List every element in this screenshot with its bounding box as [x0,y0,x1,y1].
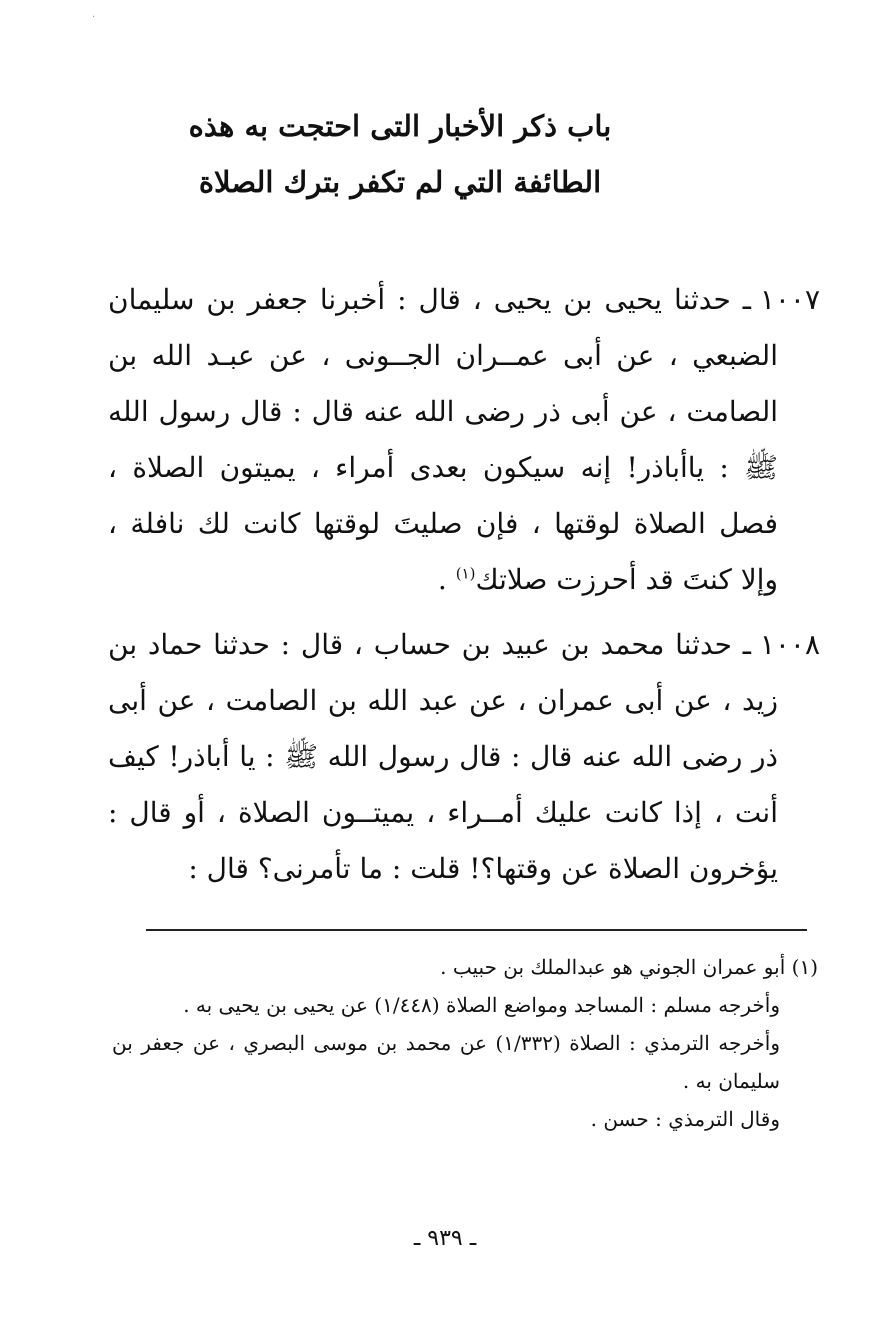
hadith-tail: . [437,563,447,596]
footnote-narrator-note: أبو عمران الجوني هو عبدالملك بن حبيب . [440,955,786,979]
footnote-tirmidhi-grade: وقال الترمذي : حسن . [590,1107,780,1131]
scan-speck: · [92,12,96,23]
footnote-marker: (١) [791,955,818,979]
footnote-tirmidhi-source: وأخرجه الترمذي : الصلاة (١/٣٣٢) عن محمد بن موسى البصري ، عن جعفر بن سليمان به . [112,1031,780,1093]
hadith-1008 [108,617,820,897]
footnotes [112,948,818,1138]
hadith-text [108,272,820,608]
footnote-muslim-source: وأخرجه مسلم : المساجد ومواضع الصلاة (١/٤٤٨) عن يحيى بن يحيى به . [183,993,780,1017]
chapter-title-line-2: الطائفة التي لم تكفر بترك الصلاة [198,165,602,199]
footnote-reference[interactable]: (١) [455,564,476,583]
hadith-first-line: حدثنا يحيى بن يحيى ، قال : أخبرنا جعفر بن سليمان [108,283,731,316]
hadith-number: ١٠٠٨ ـ [742,628,820,661]
hadith-body: الضبعي ، عن أبى عمــران الجــونى ، عن عبـد الله بن الصامت ، عن أبى ذر رضى الله عنه قال : قال رسول الله ﷺ : ياأباذر! إنه سيكون بعدى أمراء ، يميتون الصلاة ، فصل الصلاة لوقتها ، فإن صليتَ لوقتها كانت لك نافلة ، وإلا كنتَ قد أحرزت صلاتك [108,339,779,596]
hadith-text [108,617,820,897]
footnote-divider [146,929,807,931]
chapter-title-line-1: باب ذكر الأخبار التى احتجت به هذه [188,109,612,143]
hadith-first-line: حدثنا محمد بن عبيد بن حساب ، قال : حدثنا حماد [147,628,732,661]
hadith-body: بن زيد ، عن أبى عمران ، عن عبد الله بن الصامت ، عن أبى ذر رضى الله عنه قال : قال رسول الله ﷺ : يا أباذر! كيف أنت ، إذا كانت عليك أمــراء ، يميتــون الصلاة ، أو قال : يؤخرون الصلاة عن وقتها؟! قلت : ما تأمرنى؟ قال : [108,628,778,885]
hadith-1007 [108,272,820,608]
hadith-number: ١٠٠٧ ـ [742,283,820,316]
page-number: ـ ٩٣٩ ـ [413,1226,477,1251]
footnote-1 [112,948,818,986]
